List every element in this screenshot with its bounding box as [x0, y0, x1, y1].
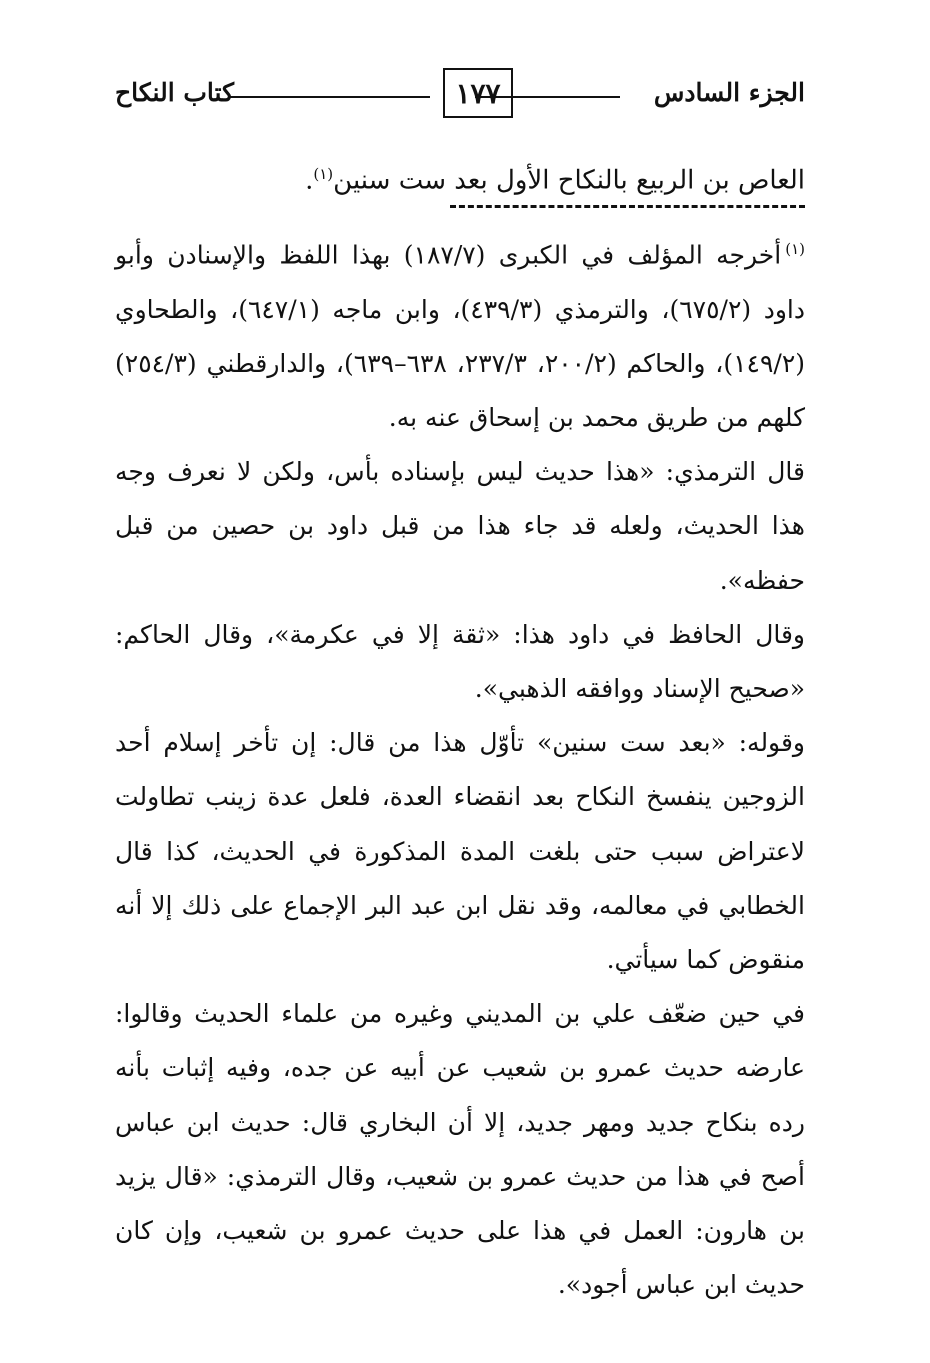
footnote-number: (١) [785, 240, 805, 258]
paragraph-weakening: في حين ضعّف علي بن المديني وغيره من علماء الحديث وقالوا: عارضه حديث عمرو بن شعيب عن أبيه عن جده، وفيه إثبات بأنه رده بنكاح جديد ومهر جديد، إلا أن البخاري قال: حديث ابن عباس أصح في هذا من حديث عمرو بن شعيب، وقال الترمذي: «قال يزيد بن هارون: العمل في هذا على حديث عمرو بن شعيب، وإن كان حديث ابن عباس أجود». [115, 999, 805, 1300]
book-title: كتاب النكاح [115, 78, 234, 107]
paragraph-hafiz: وقال الحافظ في داود هذا: «ثقة إلا في عكرمة»، وقال الحاكم: «صحيح الإسناد ووافقه الذهبي». [115, 619, 805, 703]
footnote-separator [450, 205, 805, 208]
footnote-text: أخرجه المؤلف في الكبرى (١٨٧/٧) بهذا اللفظ والإسنادن وأبو داود (٦٧٥/٢)، والترمذي (٤٣٩/٣)، وابن ماجه (٦٤٧/١)، والطحاوي (١٤٩/٢)، والحاكم (٢٠٠/٢، ٢٣٧/٣، ٦٣٨–٦٣٩)، والدارقطني (٢٥٤/٣) كلهم من طريق محمد بن إسحاق عنه به. [115, 240, 806, 432]
page-header [115, 68, 805, 130]
paragraph-tirmidhi: قال الترمذي: «هذا حديث ليس بإسناده بأس، ولكن لا نعرف وجه هذا الحديث، ولعله قد جاء هذا من قبل داود بن حصين من قبل حفظه». [115, 457, 805, 595]
main-text [115, 222, 805, 1312]
page-number: ١٧٧ [443, 68, 513, 118]
footnote-reference: (١) [313, 165, 334, 183]
header-rule-left [230, 96, 430, 98]
lead-end: . [305, 165, 314, 196]
lead-line [115, 145, 805, 210]
paragraph-interpretation: وقوله: «بعد ست سنين» تأوّل هذا من قال: إن تأخر إسلام أحد الزوجين ينفسخ النكاح بعد انقضاء العدة، فلعل عدة زينب تطاولت لاعتراض سبب حتى بلغت المدة المذكورة في الحديث، كذا قال الخطابي في معالمه، وقد نقل ابن عبد البر الإجماع على ذلك إلا أنه منقوض كما سيأتي. [115, 728, 805, 974]
footnote-paragraph [115, 222, 805, 445]
lead-text: العاص بن الربيع بالنكاح الأول بعد ست سنين [333, 165, 805, 196]
volume-title: الجزء السادس [653, 78, 805, 107]
